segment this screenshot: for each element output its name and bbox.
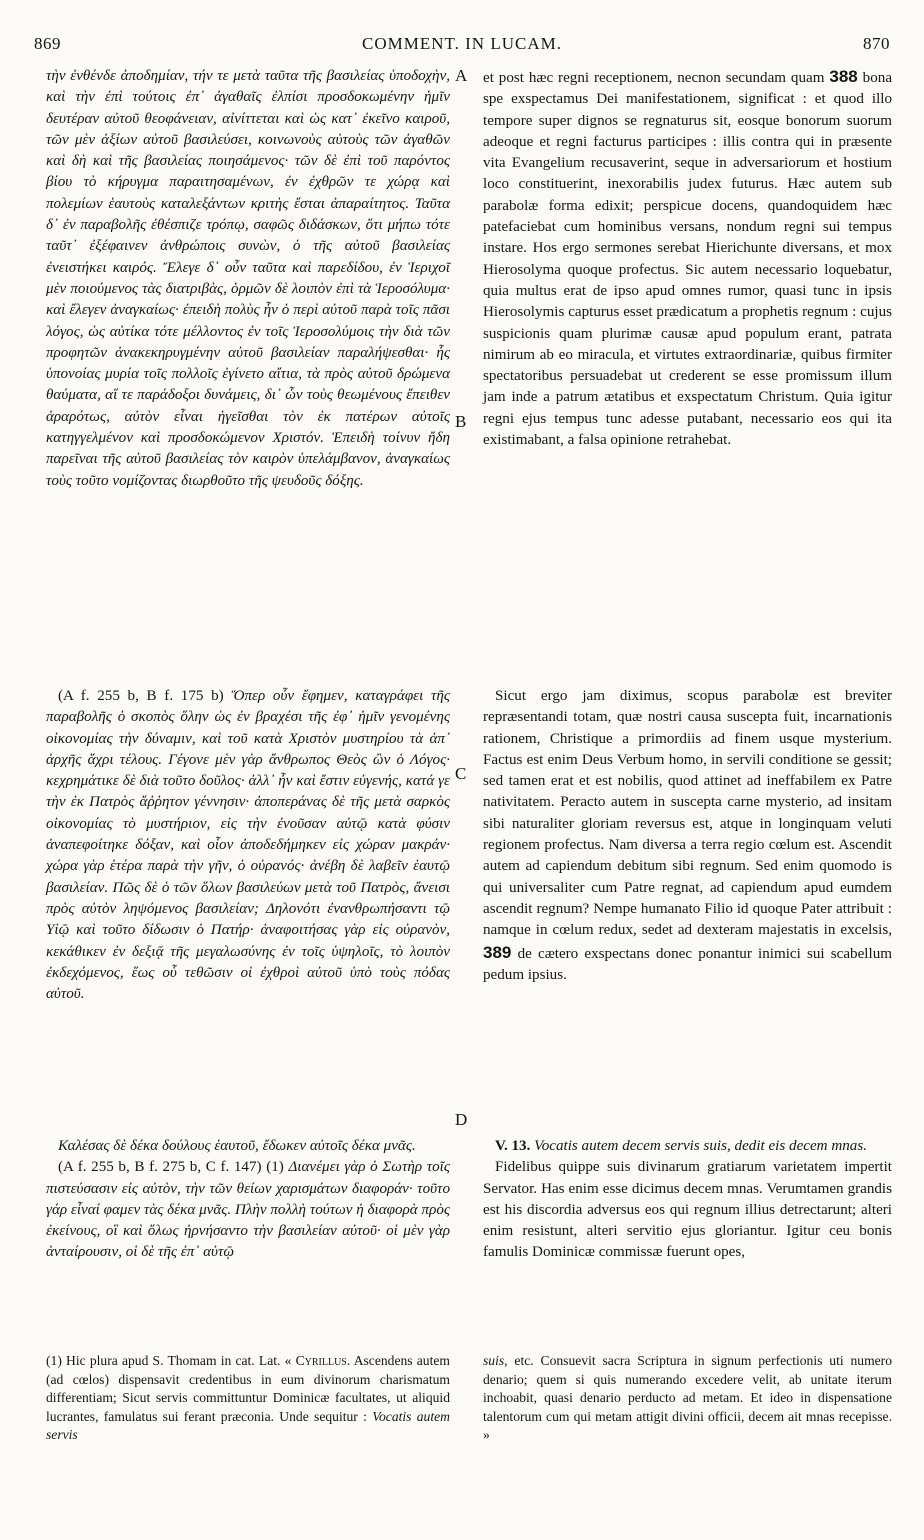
greek-paragraph-2-ref: (A f. 255 b, B f. 175 b) [58, 688, 224, 704]
latin-verse-ref: V. 13. [495, 1138, 531, 1154]
footnote-right-text [483, 1352, 892, 1445]
page-header [34, 34, 890, 58]
running-title: COMMENT. IN LUCAM. [362, 34, 562, 53]
greek-section-2 [46, 686, 450, 1005]
footnote-left-text [46, 1352, 450, 1445]
page-number-right: 870 [863, 34, 890, 53]
greek-section-3 [46, 1136, 450, 1264]
greek-paragraph-3-text: Διανέμει γὰρ ὁ Σωτὴρ τοῖς πιστεύσασιν εἰς αὐτὸν, τὴν τῶν θείων χαρισμάτων διαφοράν· τοῦτο γάρ εἶναί φαμεν τὰς δέκα μνᾶς. Πλὴν πολλὴ τούτων ἡ διαφορὰ πρὸς ἐκείνους, οἳ καὶ ὅλως ἠρνήσαντο τὴν βασιλείαν αὐτοῦ· οἱ μὲν γὰρ ἀνταίρουσιν, οἱ δὲ τῆς ἐπ᾽ αὐτῷ [46, 1159, 450, 1261]
footnote-left-quote: Vocatis autem servis [46, 1408, 450, 1443]
greek-lemma-heading: Καλέσας δὲ δέκα δούλους ἑαυτοῦ, ἔδωκεν αὐτοῖς δέκα μνᾶς. [58, 1138, 416, 1154]
greek-paragraph-1: τὴν ἐνθένδε ἀποδημίαν, τήν τε μετὰ ταῦτα τῆς βασιλείας ὑποδοχὴν, καὶ τὴν ἐπὶ τούτοις ἐπ᾽ ἀγαθαῖς ἐλπίσι προσδοκωμένην ἡμῖν δευτέραν αὐτοῦ θεοφάνειαν, αἰνίττεται καὶ ὡς κατ᾽ ἐκεῖνο καιροῦ, τῶν μὲν ἀξίων αὐτοῦ βασιλεύσει, κοινωνοὺς αὐτοὺς τῶν ἀγαθῶν καὶ δὴ καὶ τῆς βασιλείας ποιησάμενος· τῶν δὲ ἐπὶ τοῦ παρόντος βίου τὸ κήρυγμα παραιτησαμένων, ἐν ἐχθρῶν τε χώρᾳ καὶ πολεμίων ἑαυτοὺς καταλεξάντων κριτὴς ἔσται ἀπαραίτητος. Ταῦτα δ᾽ ἐν παραβολῆς ἐθέσπιζε τρόπῳ, σαφῶς διδάσκων, ὅτι μήπω τότε ταῦτ᾽ ἐξέφαινεν ἀνθρώποις συνὼν, ὁ τῆς αὐτοῦ βασιλείας ἐνειστήκει καιρός. Ἔλεγε δ᾽ οὖν ταῦτα καὶ παρεδίδου, ἐν Ἱεριχοῖ μὲν ποιούμενος τὰς διατριβὰς, ὁρμῶν δὲ λοιπὸν ἐπὶ τὰ Ἱεροσόλυμα· καὶ ἔλεγεν ἀναγκαίως· ἐπειδὴ πολὺς ἦν ὁ περὶ αὐτοῦ παρὰ τοῖς πᾶσι λόγος, ὡς αὐτίκα τότε μέλλοντος ἐν τοῖς Ἱεροσολύμοις τὴν διὰ τῶν προφητῶν ἀνακεκηρυγμένην αὐτοῦ βασιλείαν παραλήψεσθαι· ἧς ὑπονοίας μυρία τοῖς πολλοῖς ἐγίνετο αἴτια, τὰ πρὸς αὐτοῦ δρώμενα θαύματα, αἵ τε παράδοξοι δυνάμεις, δι᾽ ὧν τοὺς θεωμένους ἔπειθεν ἀραρότως, αὐτὸν εἶναι ἡγεῖσθαι τὸν ἐκ πατέρων αὐτοῖς κατηγγελμένον καὶ προσδοκώμενον Χριστόν. Ἐπειδὴ τοίνυν ἤδη παρεῖναι τῆς αὐτοῦ βασιλείας τὸν καιρὸν ὑπελάμβανον, ἀναγκαίως τοὺς τοῦτο νομίζοντας διωρθοῦτο τῆς ψευδοῦς δόξης. [46, 68, 450, 489]
latin-paragraph-1-rest: bona spe exspectamus Dei manifestationem, significat : et quod illo tempore super dignos se regnaturus sit, eosque bonorum suorum adeoque et regni facturus participes : illis contra qui in præsente vita Evangelium recusaverint, seque in adversariorum et hostium loco constituerint, inexorabilis judex futurus. Hæc autem sub parabolæ forma edixit; perspicue docens, quandoquidem hæc patefaciebat cum hominibus versans, nondum regni sui tempus instare. Hos ergo sermones serebat Hierichunte diversans, et mox Hierosolyma quoque profectus. Sic autem necessario loquebatur, quia multus erat de ipso apud omnes rumor, quasi tunc in ipsis Hierosolymis capturus esset prædicatum a prophetis regnum : cujus suspicionis quam plurimæ causæ apud populum erant, patrata nimirum ab eo miracula, et virtutes extraordinariæ, quibus firmiter spectatoribus persuadebat ut crederent se esse promissum illum jam inde a patrum ætatibus et exspectatum Christum. Quia igitur regni ejus tempus tunc adesse putabant, necessario eos qui ita existimabant, a falsa opinione retrahebat. [483, 70, 893, 449]
latin-section-2 [483, 686, 892, 986]
latin-section-1 [483, 66, 892, 451]
greek-paragraph-3 [46, 1157, 450, 1263]
greek-paragraph-2 [46, 686, 450, 1005]
footnote-left [46, 1352, 450, 1445]
footnote-right-quote: suis, [483, 1353, 508, 1368]
footnote-left-author: Cyrillus. [295, 1353, 351, 1368]
latin-section-3 [483, 1136, 892, 1264]
footnote-right [483, 1352, 892, 1445]
margin-letter-b: B [455, 412, 467, 431]
latin-paragraph-2-start: Sicut ergo jam diximus, scopus parabolæ est breviter repræsentandi totam, quæ nostri causa suscepta fuit, incarnationis rationem, Christique a primordiis ad finem usque mysterium. Factus est enim Deus Verbum homo, in servili conditione se gessit; sed tamen erat et est nobilis, quod attinet ad ineffabilem ex Patre nativitatem. Peracto autem in suscepta carne mysterio, ad insitam sibi naturaliter gloriam reversus est, atque in longinquam veluti regionem profectus. Nam diversa a terra regio cœlum est. Ascendit autem ad capiendum debitum sibi regnum. Sed enim quomodo is qui universaliter cum Patre regnat, ad capiendum apud eumdem ascendit regnum? Nempe humanato Filio id quoque Pater attribuit : namque in cœlum redux, sedet ad dexteram majestatis in excelsis, [483, 688, 892, 939]
margin-letter-c: C [455, 764, 467, 783]
footnote-marker: (1) [266, 1159, 284, 1176]
latin-paragraph-2 [483, 686, 892, 986]
footnote-left-body: Ascendens autem (ad cœlos) dispensavit credentibus in eum divinorum charismatum differentiam; Sicut servis committuntur Dominicæ facultates, ut aliquid lucrantes, famulatus sui ferant præconia. Unde sequitur : [46, 1353, 450, 1424]
latin-paragraph-1 [483, 66, 892, 451]
page-number-left: 869 [34, 34, 61, 53]
greek-paragraph-3-ref: (A f. 255 b, B f. 275 b, C f. 147) [58, 1159, 262, 1176]
column-number-388: 388 [829, 67, 858, 86]
latin-paragraph-2-rest: de cætero exspectans donec ponantur inimici sui scabellum pedum ipsius. [483, 945, 892, 983]
latin-lemma-heading [483, 1136, 892, 1157]
latin-paragraph-1-start: et post hæc regni receptionem, necnon secundam quam [483, 70, 825, 86]
latin-lemma-text: Vocatis autem decem servis suis, dedit eis decem mnas. [534, 1138, 867, 1154]
footnote-right-body: etc. Consuevit sacra Scriptura in signum perfectionis uti numero denario; quem si quis numerando excedere velit, ab unitate iterum inchoabit, quasi denario perducto ad metam. Et ideo in dispensatione talentorum cum qui metam attigit divini officii, decem ait mnas recepisse. » [483, 1353, 892, 1443]
margin-letter-d: D [455, 1110, 468, 1129]
footnote-left-intro: (1) Hic plura apud S. Thomam in cat. Lat. « [46, 1353, 292, 1368]
greek-paragraph-2-text: Ὅπερ οὖν ἔφημεν, καταγράφει τῆς παραβολῆς ὁ σκοπὸς ὅλην ὡς ἐν βραχέσι τῆς ἐφ᾽ ἡμῖν γενομένης οἰκονομίας τὴν δύναμιν, καὶ τοῦ κατὰ Χριστὸν μυστηρίου τὰ ἀπ᾽ ἀρχῆς ἄχρι τέλους. Γέγονε μὲν γὰρ ἄνθρωπος Θεὸς ὢν ὁ Λόγος· κεχρημάτικε δὲ διὰ τοῦτο δοῦλος· ἀλλ᾽ ἦν καὶ ἔστιν εὐγενής, κατά γε τὴν ἐκ Πατρὸς ἄῤῥητον γέννησιν· ἀποπεράνας δὲ τῆς μετὰ σαρκὸς οἰκονομίας τὸ μυστήριον, εἰς τὴν ἐνοῦσαν αὐτῷ κατὰ φύσιν ἀναπεφοίτηκε δόξαν, καὶ οἷον ἀποδεδήμηκεν εἰς χώραν μακράν· χώρα γὰρ ἑτέρα παρὰ τὴν γῆν, ὁ οὐρανός· ἀνέβη δὲ λαβεῖν ἑαυτῷ βασιλείαν. Πῶς δὲ ὁ τῶν ὅλων βασιλεύων μετὰ τοῦ Πατρὸς, ἄνεισι πρὸς αὐτὸν ληψόμενος βασιλείαν; Δηλονότι ἐνανθρωπήσαντι τῷ Υἱῷ καὶ τοῦτο δίδωσιν ὁ Πατήρ· ἀναφοιτήσας γὰρ εἰς οὐρανὸν, κεκάθικεν ἐν δεξιᾷ τῆς μεγαλωσύνης ἐν τοῖς ὑψηλοῖς, τὸ λοιπὸν ἐκδεχόμενος, ἕως οὗ τεθῶσιν οἱ ἐχθροὶ αὐτοῦ ὑπὸ τοὺς πόδας αὐτοῦ. [46, 688, 450, 1003]
latin-paragraph-3: Fidelibus quippe suis divinarum gratiarum varietatem impertit Servator. Has enim esse dicimus decem mnas. Verumtamen grandis est his discordia adversus eos qui regnum illius detrectarunt; alteri enim resistunt, alteri servitio ejus gloriantur. Igitur ceu bonis famulis Dominicæ commissæ fuerunt opes, [483, 1159, 892, 1261]
column-number-389: 389 [483, 942, 512, 962]
margin-letter-a: A [455, 66, 468, 85]
greek-section-1 [46, 66, 450, 492]
